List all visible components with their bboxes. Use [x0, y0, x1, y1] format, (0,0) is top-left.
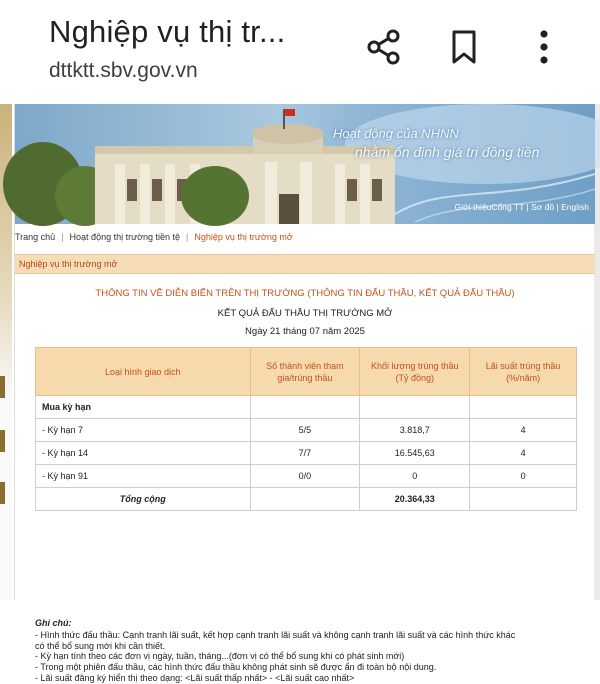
row-members: 0/0	[250, 465, 360, 488]
table-row	[36, 442, 577, 465]
total-label: Tổng cộng	[36, 488, 251, 511]
page-url[interactable]: dttktt.sbv.gov.vn	[49, 59, 198, 82]
total-volume: 20.364,33	[360, 488, 470, 511]
section-title: Nghiệp vụ thị trường mở	[19, 259, 118, 269]
link-separator: |	[524, 202, 532, 212]
row-volume: 0	[360, 465, 470, 488]
col-header-type: Loại hình giao dịch	[36, 348, 251, 396]
breadcrumb-home[interactable]: Trang chủ	[15, 232, 56, 242]
empty-cell	[250, 488, 360, 511]
row-type: - Kỳ hạn 91	[36, 465, 251, 488]
breadcrumb	[15, 232, 595, 254]
report-heading: THÔNG TIN VỀ DIỄN BIẾN TRÊN THỊ TRƯỜNG (THÔNG TIN ĐẤU THẦU, KẾT QUẢ ĐẤU THẦU)	[95, 288, 515, 299]
more-vert-icon[interactable]	[524, 27, 564, 67]
bookmark-icon[interactable]	[444, 27, 484, 67]
table-row	[36, 465, 577, 488]
link-so-do[interactable]: Sơ đồ	[531, 202, 555, 212]
col-header-rate: Lãi suất trúng thầu (%/năm)	[470, 348, 577, 396]
link-cong-tt[interactable]: Cổng TT	[491, 202, 525, 212]
empty-cell	[470, 488, 577, 511]
col-header-members: Số thành viên tham gia/trúng thầu	[250, 348, 360, 396]
link-english[interactable]: English	[561, 202, 589, 212]
note-line: - Trong một phiên đấu thầu, các hình thức đấu thầu không phát sinh sẽ được ẩn đi toàn bộ nội dung.	[35, 662, 437, 673]
table-total-row	[36, 488, 577, 511]
notes-block	[35, 618, 595, 684]
row-rate: 4	[470, 419, 577, 442]
breadcrumb-separator: |	[61, 232, 64, 242]
section-header	[15, 254, 595, 274]
row-members: 5/5	[250, 419, 360, 442]
link-gioi-thieu[interactable]: Giới thiệu	[454, 202, 492, 212]
link-separator: |	[554, 202, 562, 212]
group-label: Mua kỳ hạn	[36, 396, 251, 419]
site-banner	[15, 104, 595, 224]
row-rate: 4	[470, 442, 577, 465]
banner-slogan-line1: Hoạt động của NHNN	[333, 126, 459, 141]
note-line: - Kỳ hạn tính theo các đơn vị ngày, tuần, tháng...(đơn vị có thể bổ sung khi có phát sinh mới)	[35, 651, 405, 662]
col-header-volume: Khối lượng trúng thầu (Tỷ đồng)	[360, 348, 470, 396]
report-subheading: KẾT QUẢ ĐẤU THẦU THỊ TRƯỜNG MỞ	[217, 308, 393, 319]
note-line: - Lãi suất đăng ký hiển thị theo dạng: <Lãi suất thấp nhất> - <Lãi suất cao nhất>	[35, 672, 355, 683]
row-type: - Kỳ hạn 14	[36, 442, 251, 465]
empty-cell	[360, 396, 470, 419]
breadcrumb-money-market[interactable]: Hoạt động thị trường tiền tệ	[69, 232, 181, 242]
edge-mark	[0, 430, 5, 452]
report-date: Ngày 21 tháng 07 năm 2025	[245, 326, 365, 337]
table-row-group	[36, 396, 577, 419]
note-line: có thể bổ sung mới khi cần thiết.	[35, 640, 165, 651]
row-rate: 0	[470, 465, 577, 488]
banner-slogan-line2: nhằm ổn định giá trị đồng tiền	[355, 144, 540, 160]
table-row	[36, 419, 577, 442]
empty-cell	[470, 396, 577, 419]
table-header-row	[36, 348, 577, 396]
row-volume: 16.545,63	[360, 442, 470, 465]
row-volume: 3.818,7	[360, 419, 470, 442]
edge-mark	[0, 376, 5, 398]
empty-cell	[250, 396, 360, 419]
row-type: - Kỳ hạn 7	[36, 419, 251, 442]
browser-top-bar	[0, 0, 600, 100]
breadcrumb-open-market[interactable]: Nghiệp vụ thị trường mở	[194, 232, 293, 242]
banner-links	[455, 202, 589, 212]
web-page	[14, 104, 594, 683]
page-title: Nghiệp vụ thị tr...	[49, 14, 286, 49]
breadcrumb-separator: |	[186, 232, 189, 242]
edge-mark	[0, 482, 5, 504]
row-members: 7/7	[250, 442, 360, 465]
share-icon[interactable]	[364, 27, 404, 67]
note-line: - Hình thức đấu thầu: Cạnh tranh lãi suất, kết hợp cạnh tranh lãi suất và không cạnh tranh lãi suất và các hình thức khác	[35, 629, 516, 640]
notes-title: Ghi chú:	[35, 618, 72, 628]
auction-results-table	[35, 347, 577, 511]
